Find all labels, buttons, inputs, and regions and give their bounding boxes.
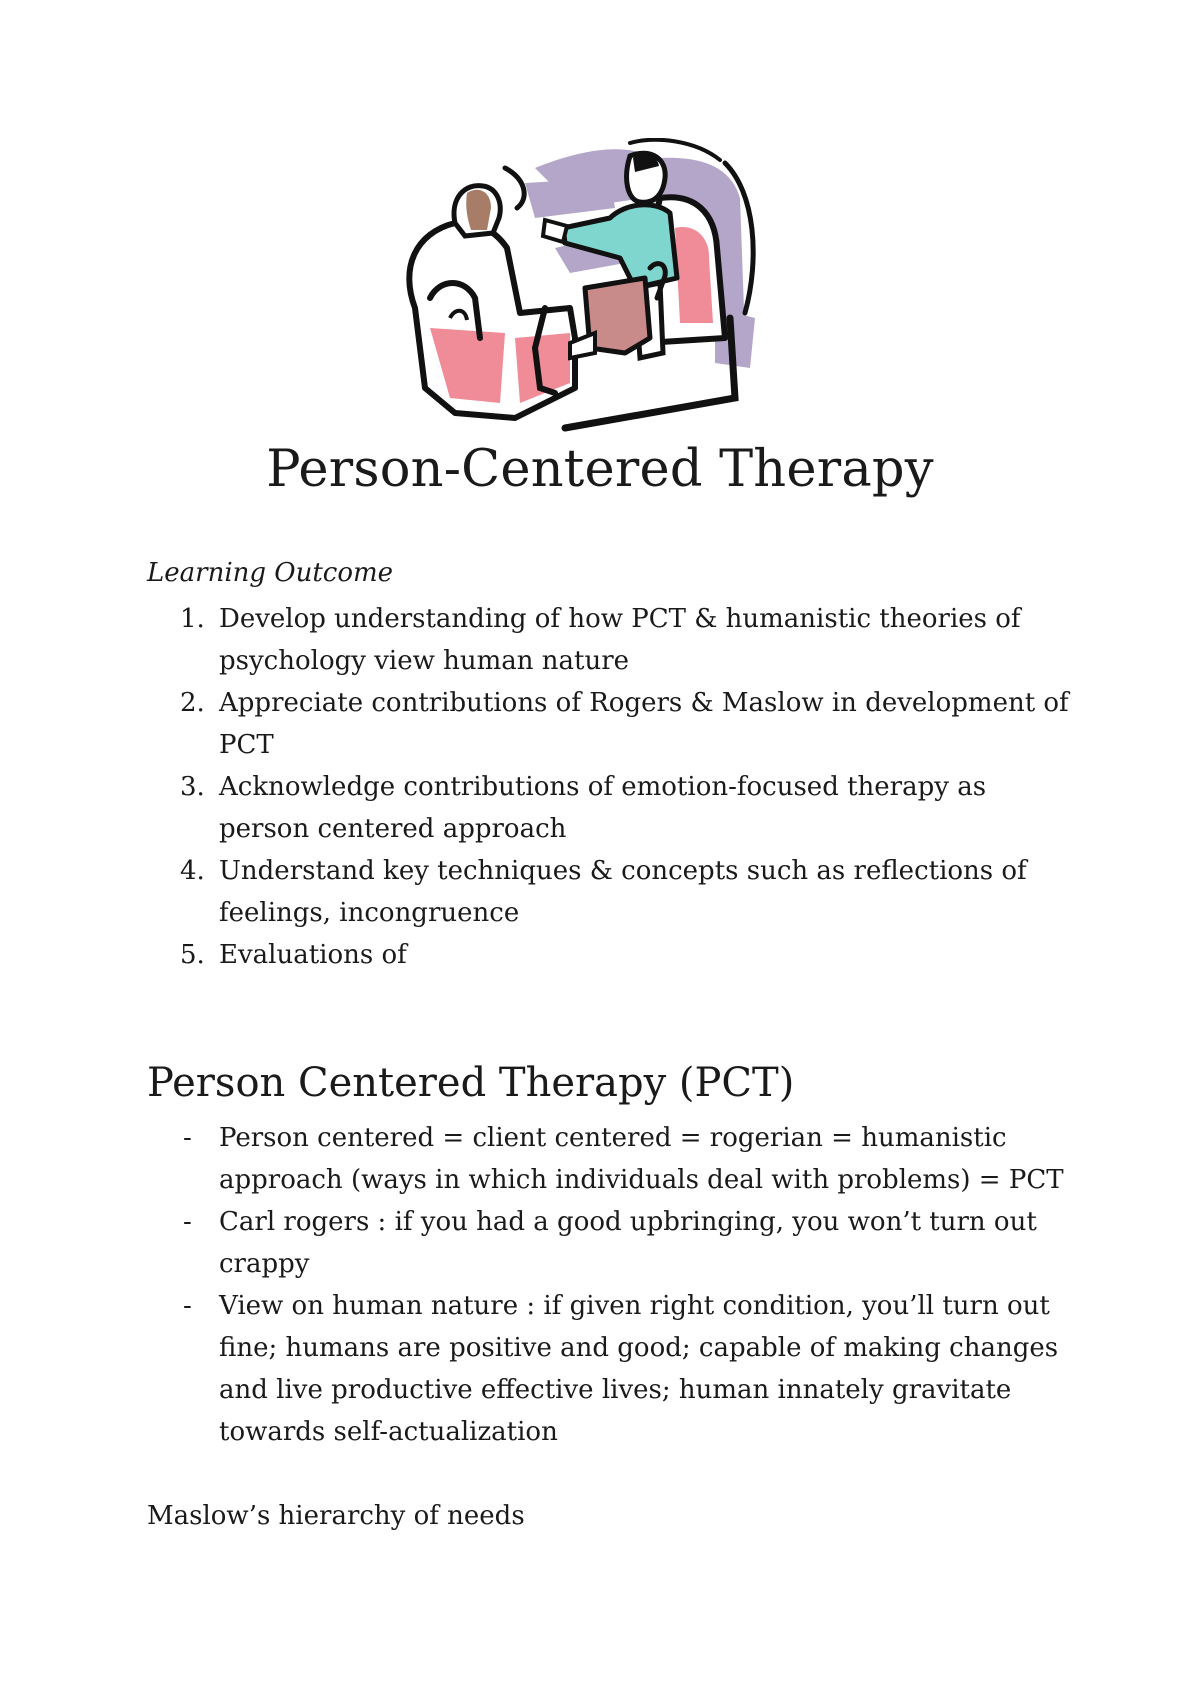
therapy-session-icon (395, 138, 815, 438)
maslow-subheading: Maslow’s hierarchy of needs (147, 1501, 525, 1531)
list-item (147, 1117, 1077, 1201)
list-item-text: Person centered = client centered = rogerian = humanistic approach (ways in which individuals deal with problems) = PCT (219, 1123, 1064, 1195)
list-number: 4. (180, 856, 205, 886)
list-item-text: Carl rogers : if you had a good upbringing, you won’t turn out crappy (219, 1207, 1037, 1279)
pct-bullet-list (147, 1117, 1077, 1453)
list-item (147, 682, 1077, 766)
list-item (147, 850, 1077, 934)
section-heading: Person Centered Therapy (PCT) (147, 1060, 795, 1106)
dash-bullet-icon: - (183, 1123, 192, 1153)
list-item-text: Develop understanding of how PCT & humanistic theories of psychology view human nature (219, 604, 1021, 676)
list-number: 5. (180, 940, 205, 970)
page-title: Person-Centered Therapy (266, 440, 934, 499)
list-item (147, 1285, 1077, 1453)
list-number: 1. (180, 604, 205, 634)
list-item (147, 766, 1077, 850)
learning-outcome-label: Learning Outcome (147, 558, 394, 588)
dash-bullet-icon: - (183, 1207, 192, 1237)
dash-bullet-icon: - (183, 1291, 192, 1321)
list-item (147, 1201, 1077, 1285)
list-number: 2. (180, 688, 205, 718)
list-item-text: Appreciate contributions of Rogers & Maslow in development of PCT (219, 688, 1069, 760)
list-number: 3. (180, 772, 205, 802)
learning-outcomes-list (147, 598, 1077, 976)
list-item-text: Evaluations of (219, 940, 407, 970)
list-item (147, 934, 1077, 976)
list-item-text: Understand key techniques & concepts such as reflections of feelings, incongruence (219, 856, 1027, 928)
list-item-text: Acknowledge contributions of emotion-focused therapy as person centered approach (219, 772, 987, 844)
list-item-text: View on human nature : if given right condition, you’ll turn out fine; humans are positive and good; capable of making changes and live productive effective lives; human innately gravitate towards self-actualization (219, 1291, 1059, 1447)
list-item (147, 598, 1077, 682)
